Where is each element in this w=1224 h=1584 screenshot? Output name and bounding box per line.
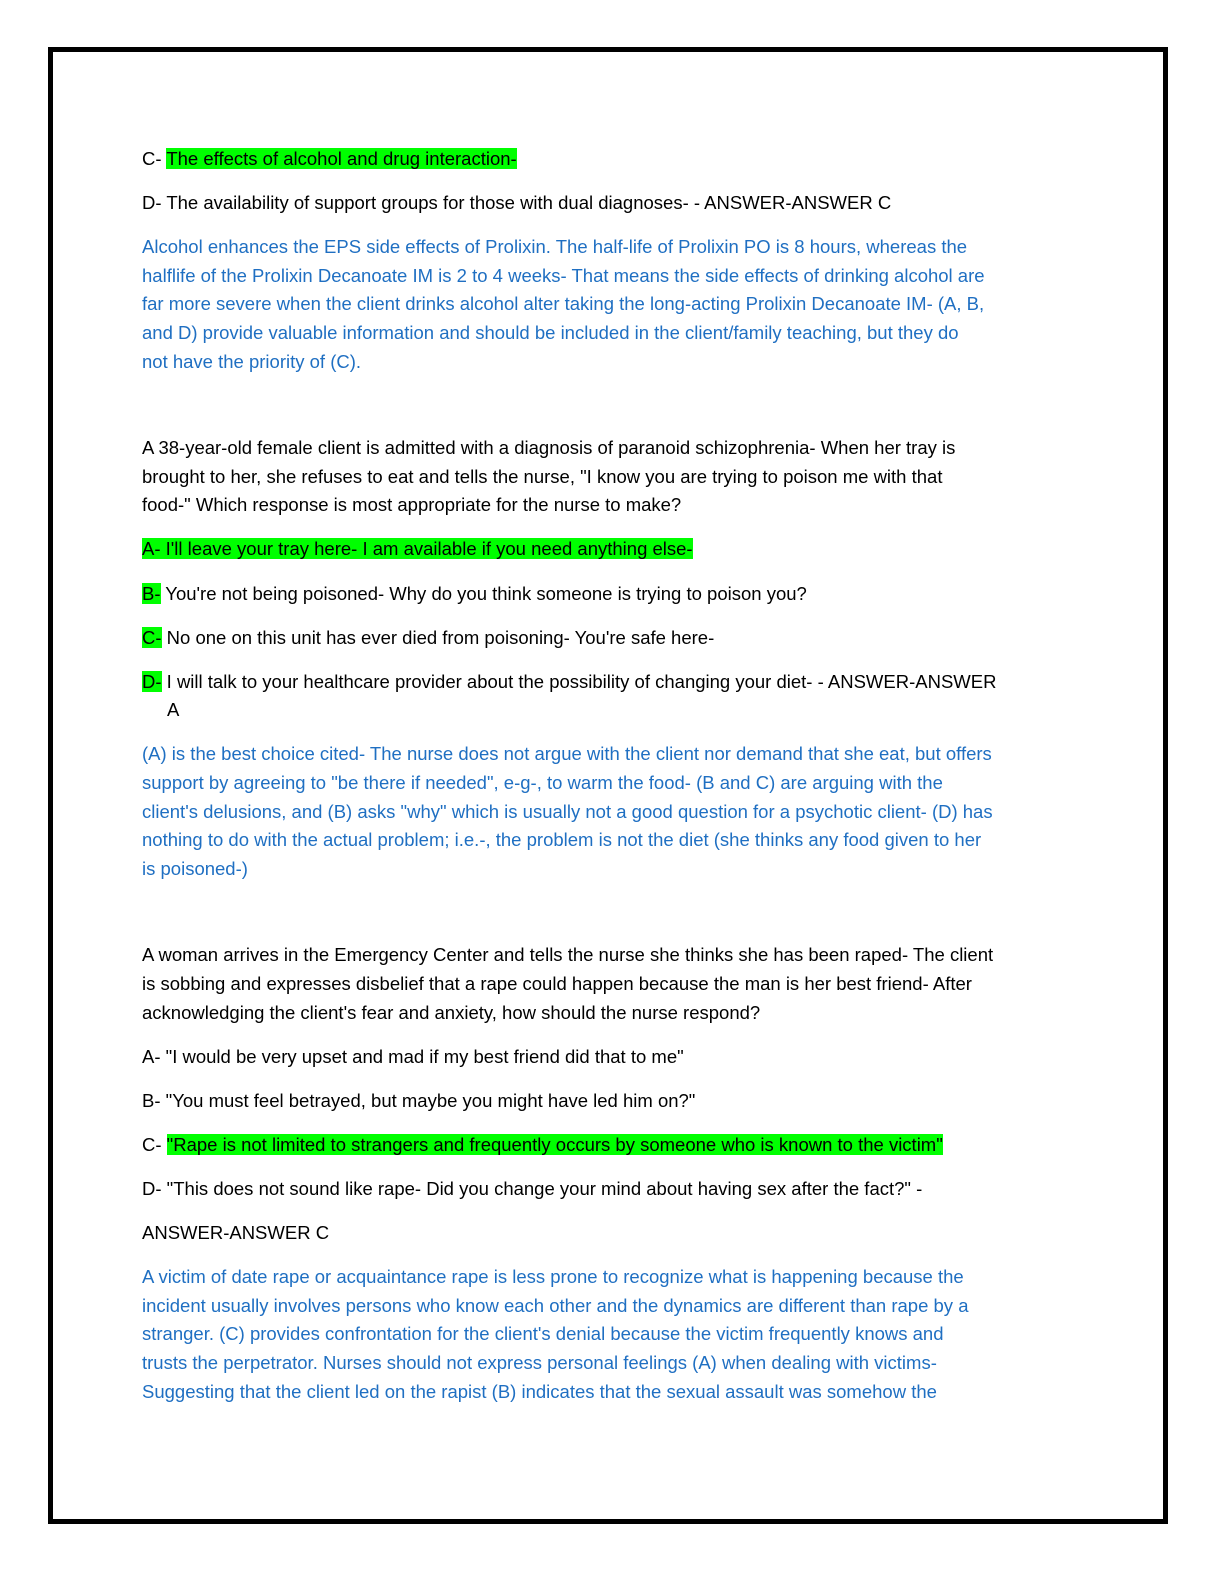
q3-question-line: A woman arrives in the Emergency Center and tells the nurse she thinks she has been raped- The client (142, 944, 994, 966)
q2-explanation-line: (A) is the best choice cited- The nurse does not argue with the client nor demand that she eat, but offers (142, 743, 992, 765)
q2-question (142, 434, 1072, 520)
q1-explanation-line: halflife of the Prolixin Decanoate IM is 2 to 4 weeks- That means the side effects of drinking alcohol are (142, 264, 985, 286)
q2-option-b-text: You're not being poisoned- Why do you think someone is trying to poison you? (160, 582, 807, 604)
q1-explanation-line: far more severe when the client drinks alcohol alter taking the long-acting Prolixin Decanoate IM- (A, B, (142, 293, 985, 315)
q1-explanation-line: and D) provide valuable information and should be included in the client/family teaching, but they do (142, 321, 959, 343)
q3-option-d: D- "This does not sound like rape- Did you change your mind about having sex after the fact?" - (142, 1177, 923, 1199)
q2-question-line: brought to her, she refuses to eat and tells the nurse, "I know you are trying to poison me with that (142, 465, 943, 487)
q2-option-c (142, 624, 1072, 653)
q3-answer: ANSWER-ANSWER C (142, 1222, 330, 1244)
q1-option-d: D- The availability of support groups for those with dual diagnoses- - ANSWER-ANSWER C (142, 192, 892, 214)
q2-explanation-line: is poisoned-) (142, 857, 248, 879)
q2-explanation-line: support by agreeing to "be there if needed", e-g-, to warm the food- (B and C) are arguing with the (142, 772, 943, 793)
q2-option-c-prefix: C- (142, 626, 162, 648)
q2-option-b (142, 580, 1072, 609)
q3-explanation (142, 1263, 1072, 1406)
q3-question-line: acknowledging the client's fear and anxiety, how should the nurse respond? (142, 1001, 761, 1023)
q1-option-c-text: The effects of alcohol and drug interaction- (166, 148, 517, 169)
q3-option-c (142, 1131, 1072, 1160)
q3-question (142, 941, 1072, 1027)
q2-explanation (142, 740, 1072, 883)
q3-option-b: B- "You must feel betrayed, but maybe you might have led him on?" (142, 1089, 696, 1111)
q1-explanation (142, 233, 1072, 376)
q2-option-d (142, 668, 1072, 697)
q3-option-c-prefix: C- (142, 1133, 162, 1155)
q2-option-d-text: I will talk to your healthcare provider about the possibility of changing your diet- - ANSWER-ANSWER (161, 670, 997, 692)
q3-explanation-line: stranger. (C) provides confrontation for the client's denial because the victim frequently knows and (142, 1323, 944, 1345)
q3-explanation-line: Suggesting that the client led on the rapist (B) indicates that the sexual assault was somehow the (142, 1380, 937, 1402)
q1-explanation-line: not have the priority of (C). (142, 350, 362, 372)
q1-explanation-line: Alcohol enhances the EPS side effects of Prolixin. The half-life of Prolixin PO is 8 hours, whereas the (142, 236, 968, 258)
q3-option-c-text: "Rape is not limited to strangers and frequently occurs by someone who is known to the victim" (166, 1133, 943, 1155)
q2-explanation-line: client's delusions, and (B) asks "why" which is usually not a good question for a psychotic client- (D) has (142, 800, 993, 822)
q2-option-a (142, 535, 1072, 564)
q2-question-line: A 38-year-old female client is admitted with a diagnosis of paranoid schizophrenia- When her tray is (142, 437, 956, 459)
q2-answer-letter: A (167, 699, 180, 721)
document-content (142, 145, 1072, 1406)
q3-option-a: A- "I would be very upset and mad if my best friend did that to me" (142, 1045, 684, 1067)
q1-option-c-prefix: C- (142, 148, 162, 169)
q1-option-c (142, 145, 1072, 174)
q2-option-a-text: A- I'll leave your tray here- I am available if you need anything else- (142, 538, 693, 560)
q2-option-b-prefix: B- (142, 582, 161, 604)
q2-explanation-line: nothing to do with the actual problem; i.e.-, the problem is not the diet (she thinks any food given to her (142, 829, 982, 851)
q2-option-d-prefix: D- (142, 670, 162, 692)
q3-explanation-line: incident usually involves persons who know each other and the dynamics are different than rape by a (142, 1294, 969, 1316)
q3-explanation-line: A victim of date rape or acquaintance rape is less prone to recognize what is happening because the (142, 1266, 964, 1288)
q3-explanation-line: trusts the perpetrator. Nurses should not express personal feelings (A) when dealing with victims- (142, 1351, 937, 1373)
q2-option-c-text: No one on this unit has ever died from poisoning- You're safe here- (161, 626, 715, 648)
q3-question-line: is sobbing and expresses disbelief that a rape could happen because the man is her best friend- After (142, 972, 972, 994)
q2-question-line: food-" Which response is most appropriate for the nurse to make? (142, 494, 682, 516)
